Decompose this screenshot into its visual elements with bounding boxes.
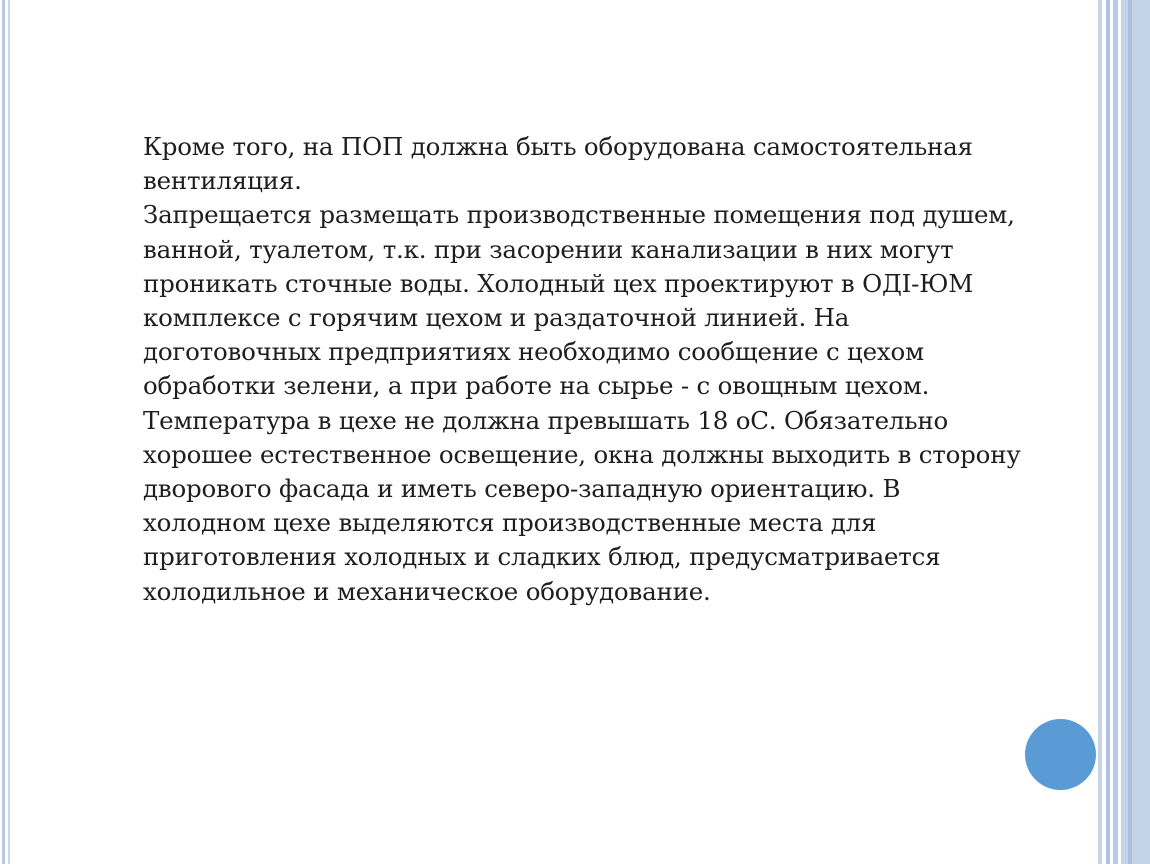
right-border-band <box>1121 0 1150 864</box>
right-border-band-inner <box>1128 0 1132 864</box>
right-border-stripe <box>1113 0 1118 864</box>
left-border-line <box>2 0 5 864</box>
right-border-stripe <box>1106 0 1110 864</box>
slide-body-text <box>143 130 1023 609</box>
paragraph-cold-shop: Запрещается размещать производственные помещения под душем, ванной, туалетом, т.к. при засорении канализации в них могут проникать сточные воды. Холодный цех проектируют в ОДI-ЮМ комплексе с горячим цехом и раздаточной линией. На доготовочных предприятиях необходимо сообщение с цехом обработки зелени, а при работе на сырье - с овощным цехом. Температура в цехе не должна превышать 18 оС. Обязательно хорошее естественное освещение, окна должны выходить в сторону дворового фасада и иметь северо-западную ориентацию. В холодном цехе выделяются производственные места для приготовления холодных и сладких блюд, предусматривается холодильное и механическое оборудование. <box>143 200 1021 606</box>
left-border-line-inner <box>8 0 10 864</box>
right-border-stripe <box>1098 0 1102 864</box>
decorative-circle-icon <box>1025 719 1096 790</box>
paragraph-ventilation: Кроме того, на ПОП должна быть оборудована самостоятельная вентиляция. <box>143 132 973 196</box>
